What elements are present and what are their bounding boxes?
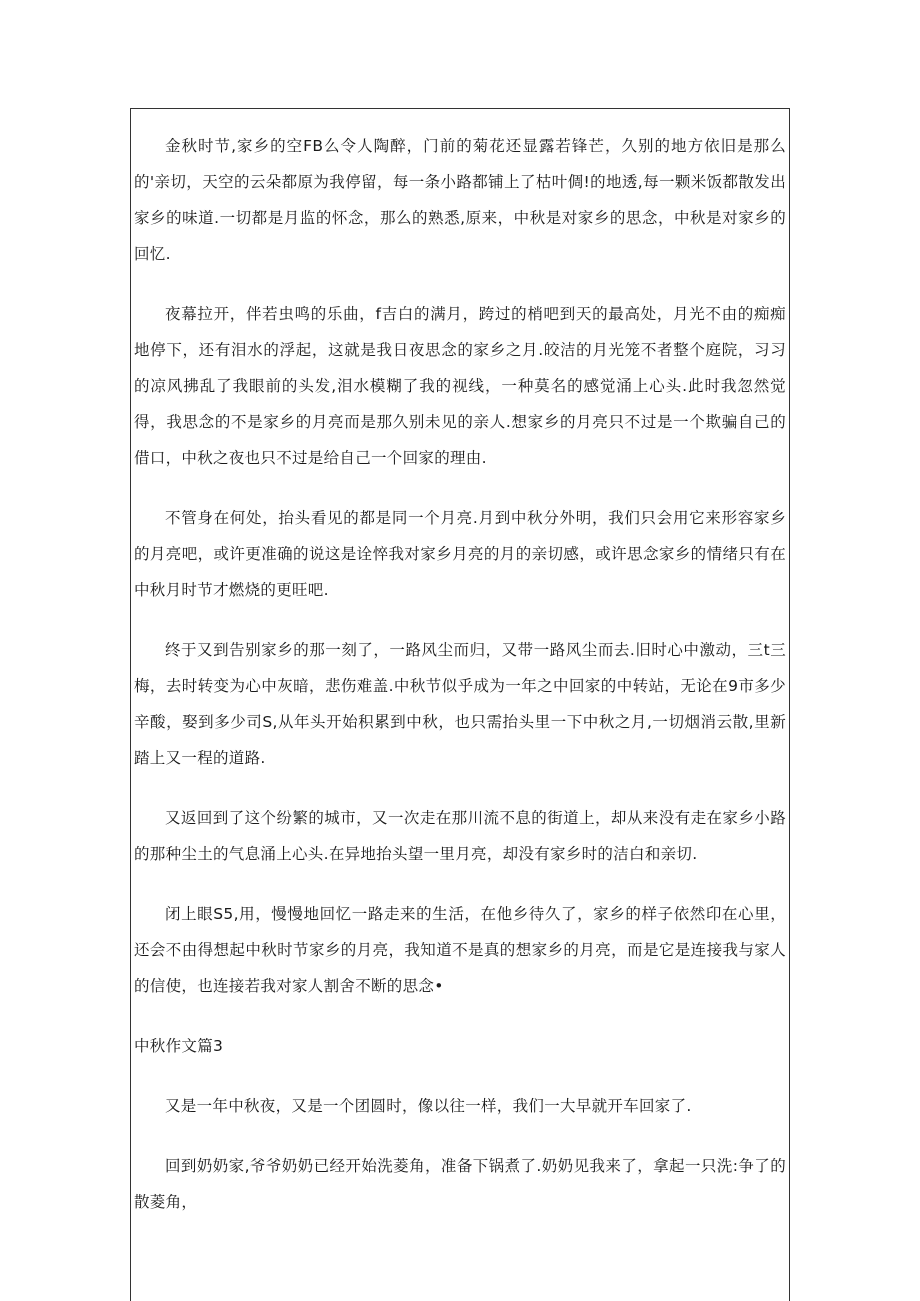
section-heading: 中秋作文篇3 bbox=[134, 1037, 224, 1055]
paragraph-4: 终于又到告别家乡的那一刻了，一路风尘而归，又带一路风尘而去.旧时心中激动，三t三梅，去时转变为心中灰暗，悲伤难盖.中秋节似乎成为一年之中回家的中转站，无论在9市多少辛酸，娶到多少司S,从年头开始积累到中秋，也只需抬头里一下中秋之月,一切烟消云散,里新踏上又一程的道路. bbox=[134, 641, 786, 767]
paragraph-7: 又是一年中秋夜，又是一个团圆时，像以往一样，我们一大早就开车回家了. bbox=[165, 1097, 692, 1115]
paragraph-1: 金秋时节,家乡的空FB么令人陶醉，门前的菊花还显露若锋芒，久别的地方依旧是那么的'亲切，天空的云朵都原为我停留，每一条小路都铺上了枯叶倜!的地透,每一颗米饭都散发出家乡的味道.一切都是月监的怀念，那么的熟悉,原来，中秋是对家乡的思念，中秋是对家乡的回忆. bbox=[134, 137, 786, 263]
paragraph-2: 夜幕拉开，伴若虫鸣的乐曲，f吉白的满月，跨过的梢吧到天的最高处，月光不由的痴痴地停下，还有泪水的浮起，这就是我日夜思念的家乡之月.皎洁的月光笼不者整个庭院，习习的凉风拂乱了我眼前的头发,泪水模糊了我的视线，一种莫名的感觉涌上心头.此时我忽然觉得，我思念的不是家乡的月亮而是那久别未见的亲人.想家乡的月亮只不过是一个欺骗自己的借口，中秋之夜也只不过是给自己一个回家的理由. bbox=[134, 305, 786, 467]
paragraph-3: 不管身在何处，抬头看见的都是同一个月亮.月到中秋分外明，我们只会用它来形容家乡的月亮吧，或许更准确的说这是诠悴我对家乡月亮的月的亲切感，或许思念家乡的情绪只有在中秋月时节才燃烧的更旺吧. bbox=[134, 509, 786, 599]
paragraph-5: 又返回到了这个纷繁的城市，又一次走在那川流不息的街道上，却从来没有走在家乡小路的那种尘土的气息涌上心头.在异地抬头望一里月亮，却没有家乡时的洁白和亲切. bbox=[134, 809, 786, 863]
document-body bbox=[134, 128, 786, 1244]
paragraph-6: 闭上眼S5,用，慢慢地回忆一路走来的生活，在他乡待久了，家乡的样子依然印在心里，还会不由得想起中秋时节家乡的月亮，我知道不是真的想家乡的月亮，而是它是连接我与家人的信使，也连接若我对家人割舍不断的思念• bbox=[134, 905, 786, 995]
paragraph-8: 回到奶奶家,爷爷奶奶已经开始洗菱角，准备下锅煮了.奶奶见我来了，拿起一只洗:争了的散菱角， bbox=[134, 1157, 786, 1211]
